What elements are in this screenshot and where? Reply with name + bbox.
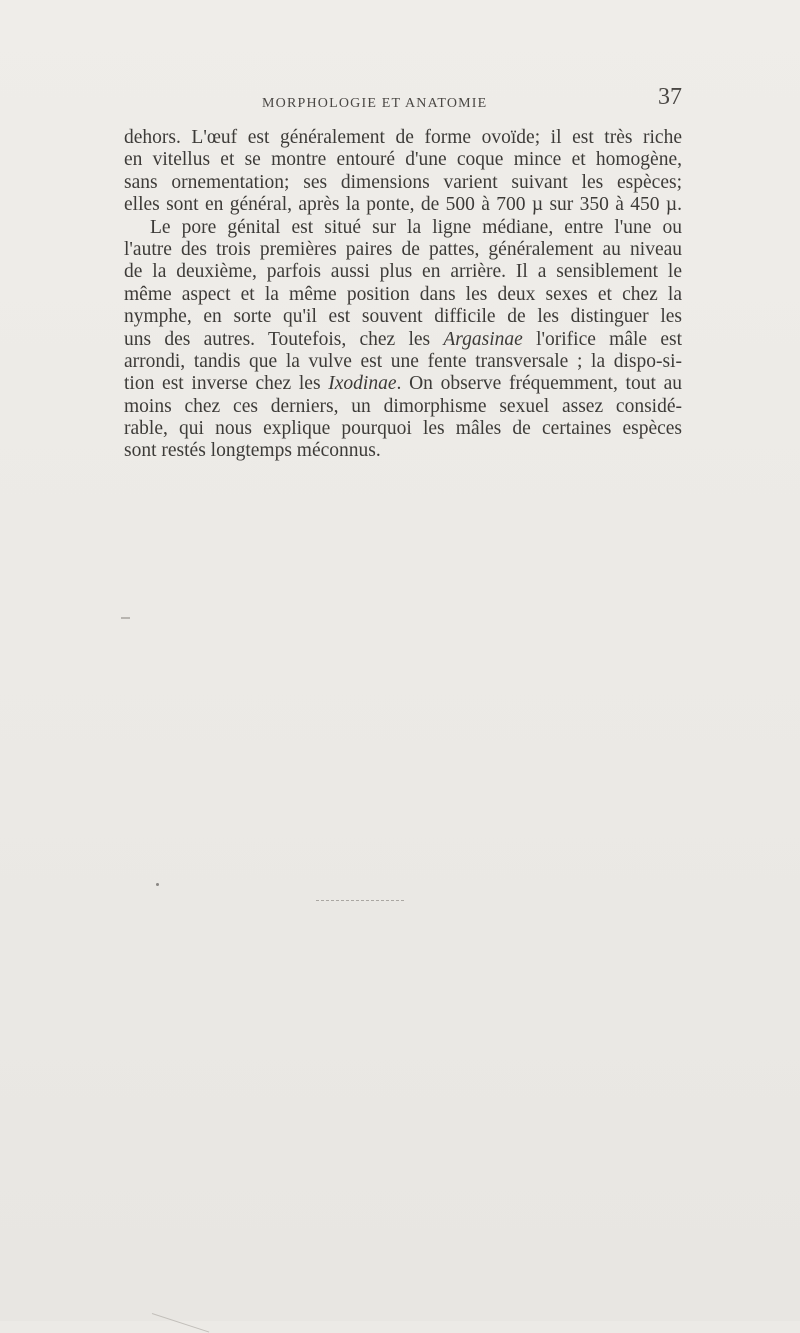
text-segment: uns des autres. Toutefois, chez les — [124, 328, 444, 350]
running-head — [262, 84, 682, 118]
text-line: moins chez ces derniers, un dimorphisme sexuel assez considé- — [124, 395, 682, 417]
print-speck — [156, 883, 159, 886]
text-line: dehors. L'œuf est généralement de forme ovoïde; il est très riche — [124, 127, 682, 148]
text-line: sont restés longtemps méconnus. — [124, 440, 381, 462]
text-line: même aspect et la même position dans les deux sexes et chez la — [124, 283, 682, 305]
running-title: MORPHOLOGIE ET ANATOMIE — [262, 96, 488, 111]
text-line — [124, 373, 682, 395]
print-rule — [316, 900, 404, 901]
text-line: l'autre des trois premières paires de pattes, généralement au niveau — [124, 238, 682, 260]
taxon-name: Argasinae — [443, 328, 523, 350]
text-line: nymphe, en sorte qu'il est souvent difficile de les distinguer les — [124, 306, 682, 328]
text-segment: l'orifice mâle est — [522, 328, 682, 350]
body-text — [124, 127, 682, 463]
text-line: rable, qui nous explique pourquoi les mâles de certaines espèces — [124, 418, 682, 440]
text-line: en vitellus et se montre entouré d'une coque mince et homogène, — [124, 149, 682, 171]
text-line: Le pore génital est situé sur la ligne médiane, entre l'une ou — [150, 216, 682, 238]
text-line: arrondi, tandis que la vulve est une fente transversale ; la dispo-si- — [124, 350, 682, 372]
print-mark — [121, 617, 130, 619]
text-line — [124, 329, 682, 351]
text-line: elles sont en général, après la ponte, de 500 à 700 µ sur 350 à 450 µ. — [124, 194, 682, 216]
page-number: 37 — [658, 84, 682, 110]
text-segment: . On observe fréquemment, tout au — [396, 373, 682, 395]
text-line: sans ornementation; ses dimensions varient suivant les espèces; — [124, 171, 682, 193]
text-line: de la deuxième, parfois aussi plus en arrière. Il a sensiblement le — [124, 261, 682, 283]
taxon-name: Ixodinae — [328, 373, 397, 395]
page-edge-mark — [152, 1313, 209, 1332]
text-segment: tion est inverse chez les — [124, 373, 329, 395]
